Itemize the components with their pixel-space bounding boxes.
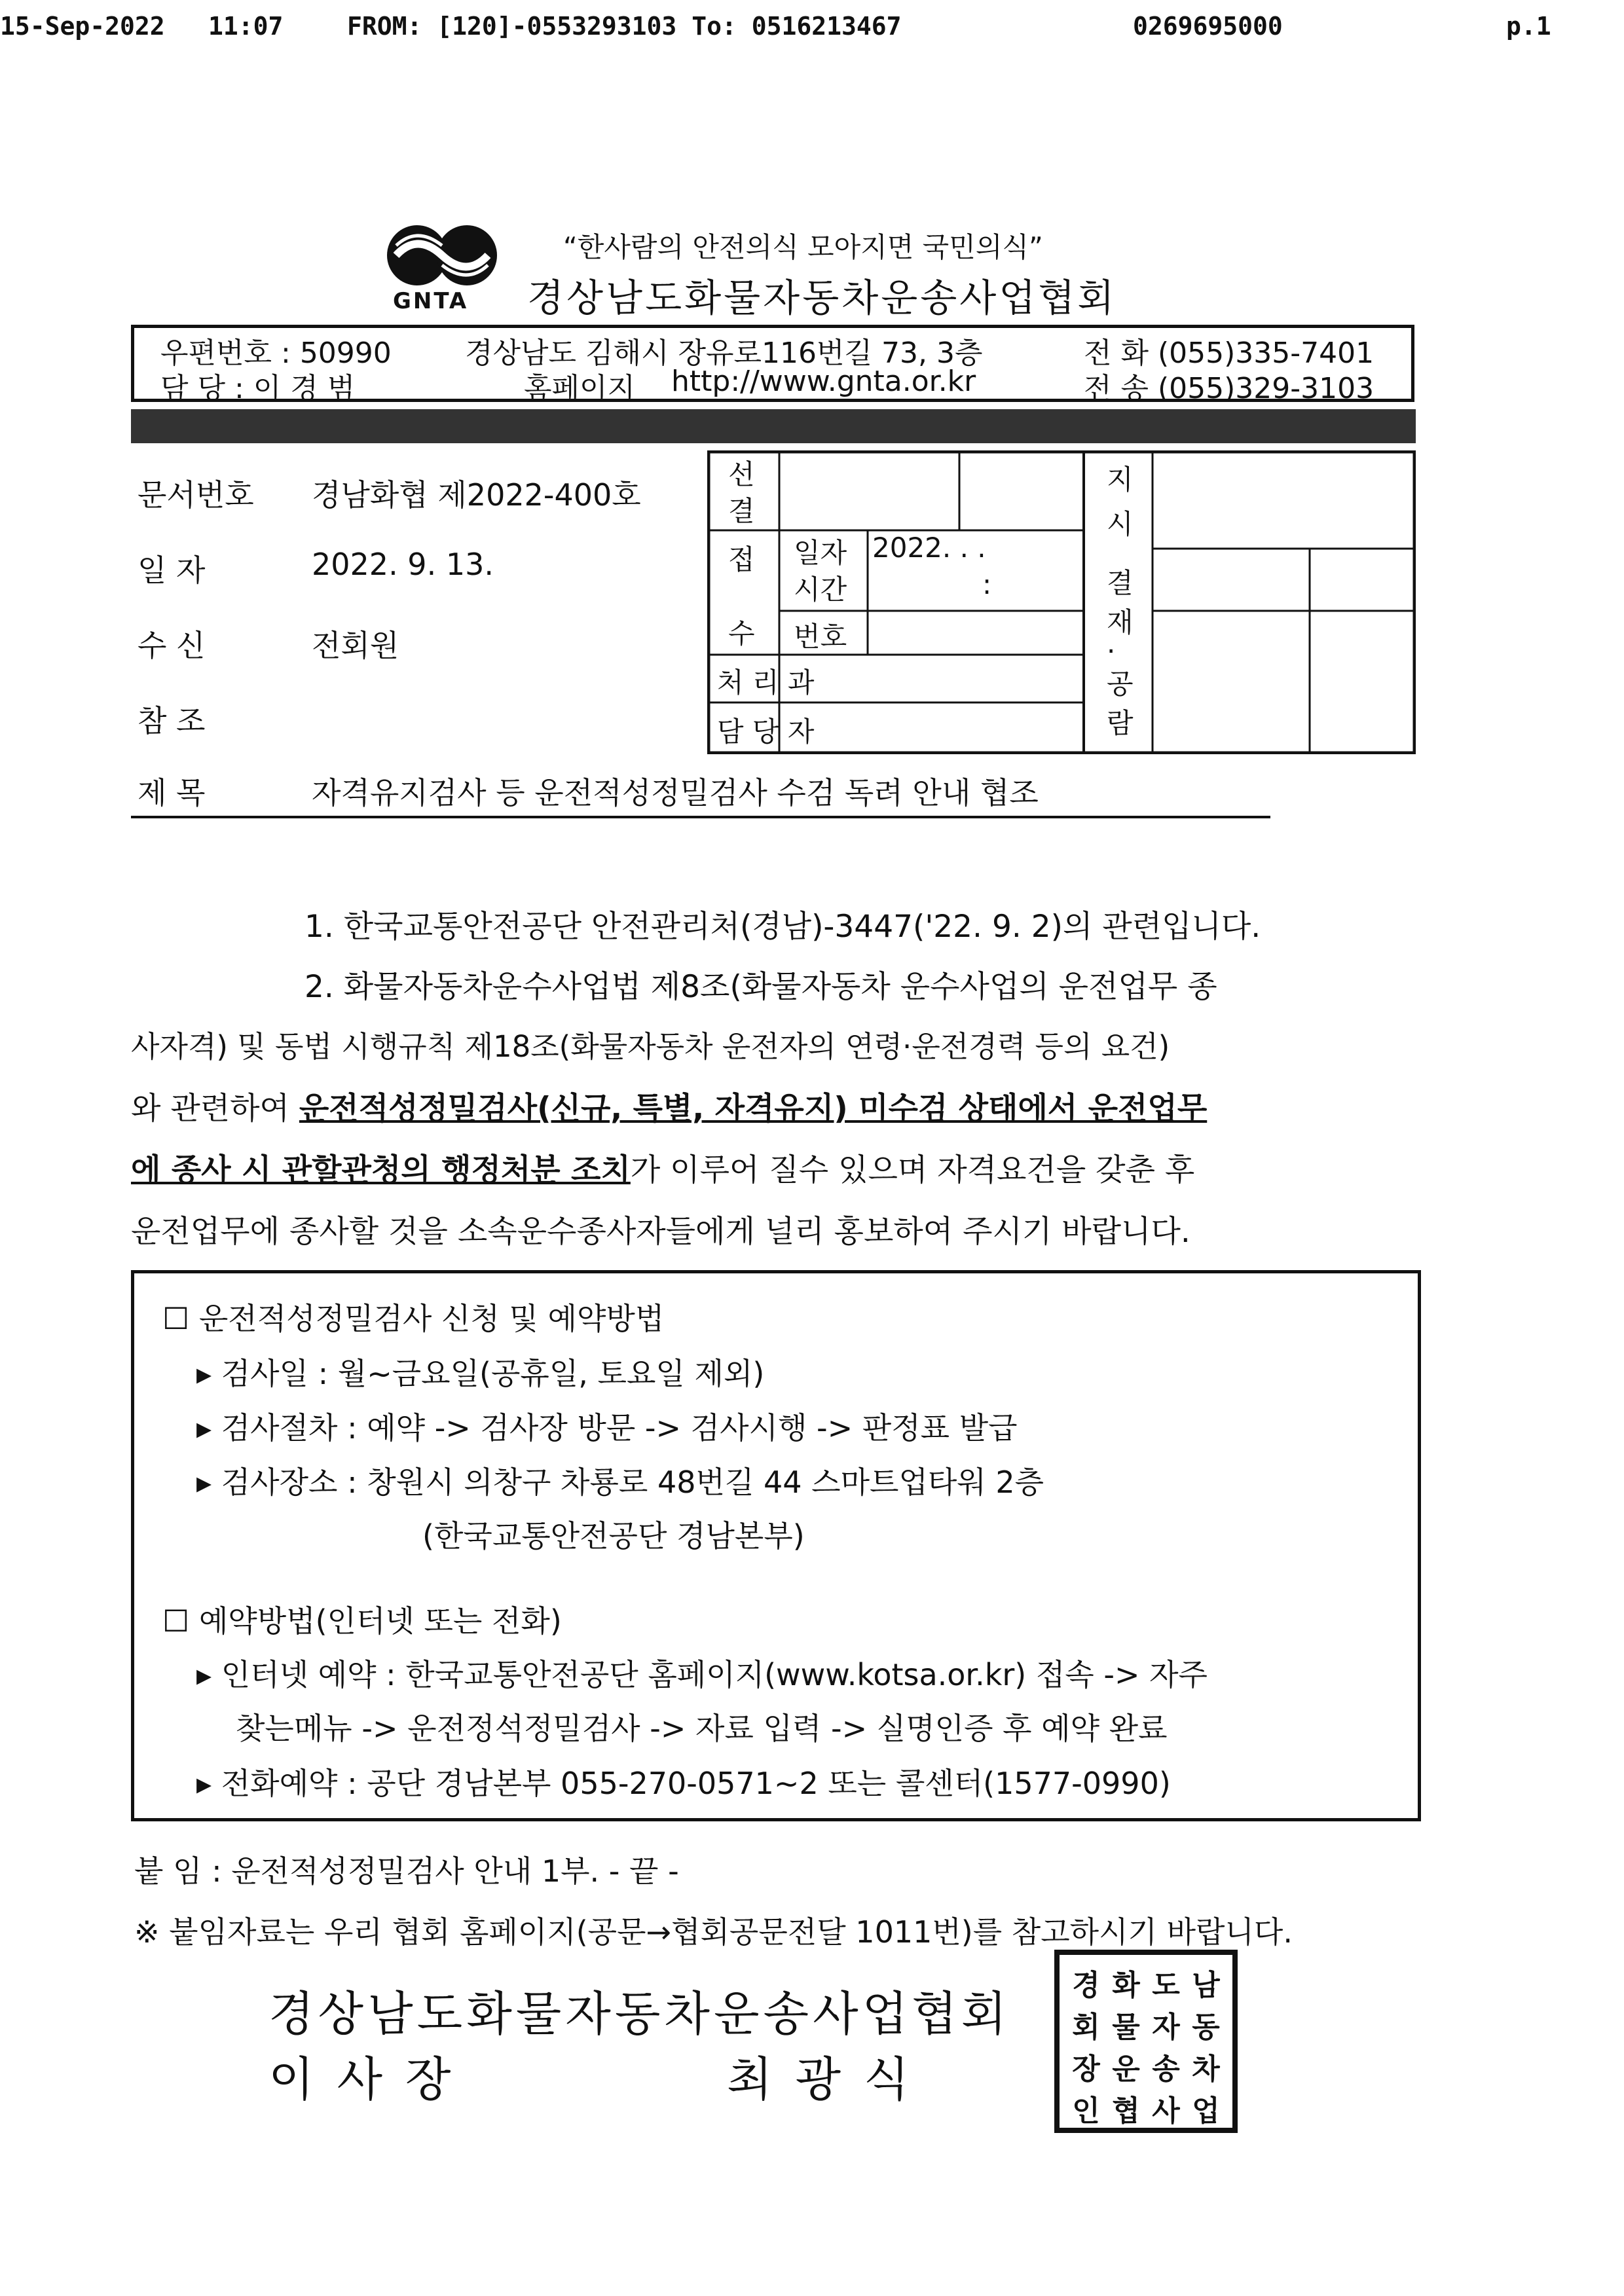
body-paragraph-2-line-2: 사자격) 및 동법 시행규칙 제18조(화물자동차 운전자의 연령·운전경력 등의 요건): [131, 1029, 1170, 1064]
guide-heading-1: ☐ 운전적성정밀검사 신청 및 예약방법: [162, 1301, 665, 1336]
seal-char: 화: [1112, 1969, 1140, 2002]
guide-item-location: ▸ 검사장소 : 창원시 의창구 차룡로 48번길 44 스마트업타워 2층: [196, 1465, 1044, 1500]
approval-person-label: 담 당 자: [717, 716, 815, 748]
body-line-3-plain: 와 관련하여: [131, 1091, 299, 1127]
fax-time: 11:07: [208, 12, 284, 41]
fax-page: p.1: [1506, 12, 1551, 41]
attachment-note: 붙 임 : 운전적성정밀검사 안내 1부. - 끝 -: [134, 1853, 679, 1889]
recipient-label: 수 신: [138, 628, 206, 663]
subject-label: 제 목: [138, 775, 206, 811]
fax-from: FROM: [120]-0553293103 To: 0516213467: [347, 12, 902, 41]
seal-char: 자: [1152, 2011, 1180, 2044]
reference-note: ※ 붙임자료는 우리 협회 홈페이지(공문→협회공문전달 1011번)를 참고하시기 바랍니다.: [134, 1914, 1293, 1950]
seal-char: 운: [1112, 2052, 1140, 2086]
approval-seon: 선: [728, 458, 755, 490]
phone: 전 화 (055)335-7401: [1084, 337, 1375, 370]
guide-item-internet-sub: 찾는메뉴 -> 운전정석정밀검사 -> 자료 입력 -> 실명인증 후 예약 완료: [236, 1711, 1168, 1746]
official-seal: [1054, 1950, 1238, 2133]
homepage-url[interactable]: http://www.gnta.or.kr: [671, 365, 976, 398]
body-line-4-plain: 가 이루어 질수 있으며 자격요건을 갖춘 후: [630, 1152, 1195, 1188]
guide-item-procedure: ▸ 검사절차 : 예약 -> 검사장 방문 -> 검사시행 -> 판정표 발급: [196, 1410, 1018, 1446]
doc-no: 경남화협 제2022-400호: [312, 477, 641, 513]
approval-jisi-a: 지: [1107, 464, 1134, 496]
slogan: “한사람의 안전의식 모아지면 국민의식”: [563, 231, 1043, 263]
seal-char: 차: [1192, 2052, 1220, 2086]
seal-char: 경: [1072, 1969, 1100, 2002]
fax-number: 0269695000: [1133, 12, 1283, 41]
approval-gyeoljae-2: 재: [1107, 606, 1134, 638]
signature-title: 이 사 장: [268, 2052, 455, 2107]
logo-text: GNTA: [393, 288, 469, 314]
body-paragraph-2-line-4: [131, 1146, 1194, 1190]
seal-char: 도: [1152, 1969, 1180, 2002]
seal-char: 물: [1112, 2011, 1140, 2044]
recipient: 전회원: [312, 628, 399, 663]
body-paragraph-2-line-5: 운전업무에 종사할 것을 소속운수종사자들에게 널리 홍보하여 주시기 바랍니다.: [131, 1214, 1190, 1250]
approval-date-value: 2022. . .: [872, 532, 986, 564]
seal-char: 인: [1072, 2094, 1100, 2128]
approval-number-label: 번호: [794, 621, 847, 653]
approval-date-label: 일자: [794, 537, 847, 569]
body-line-4-emphasis: 에 종사 시 관할관청의 행정처분 조치: [131, 1152, 631, 1188]
body-paragraph-2-line-1: 2. 화물자동차운수사업법 제8조(화물자동차 운수사업의 운전업무 종: [304, 969, 1217, 1005]
approval-gyeoljae-1: 결: [1107, 567, 1134, 599]
fax-date: 15-Sep-2022: [0, 12, 165, 41]
approval-gyeol: 결: [728, 495, 755, 527]
divider-bar: [131, 409, 1416, 443]
signature-org: 경상남도화물자동차운송사업협회: [268, 1986, 1011, 2041]
seal-char: 남: [1192, 1969, 1220, 2002]
approval-dept-label: 처 리 과: [717, 666, 815, 699]
approval-time-value: :: [982, 568, 992, 600]
ref-label: 참 조: [138, 703, 206, 738]
guide-item-phone: ▸ 전화예약 : 공단 경남본부 055-270-0571~2 또는 콜센터(1577-0990): [196, 1766, 1171, 1801]
approval-jisi-b: 시: [1107, 508, 1134, 540]
seal-char: 동: [1192, 2011, 1220, 2044]
subject-underline: [131, 816, 1270, 818]
approval-su: 수: [728, 617, 755, 649]
signature-name: 최 광 식: [727, 2052, 913, 2107]
doc-date: 2022. 9. 13.: [312, 547, 494, 582]
body-paragraph-1: 1. 한국교통안전공단 안전관리처(경남)-3447('22. 9. 2)의 관련입니다.: [304, 909, 1261, 945]
approval-gyeoljae-3: ·: [1107, 635, 1116, 667]
approval-gyeoljae-4: 공: [1107, 668, 1134, 700]
subject: 자격유지검사 등 운전적성정밀검사 수검 독려 안내 협조: [312, 775, 1039, 811]
fax-number-info: 전 송 (055)329-3103: [1084, 372, 1375, 405]
doc-no-label: 문서번호: [138, 477, 254, 513]
approval-gyeoljae-5: 람: [1107, 707, 1134, 739]
body-paragraph-2-line-3: [131, 1084, 1207, 1128]
body-line-3-emphasis: 운전적성정밀검사(신규, 특별, 자격유지) 미수검 상태에서 운전업무: [299, 1091, 1208, 1127]
guide-item-internet: ▸ 인터넷 예약 : 한국교통안전공단 홈페이지(www.kotsa.or.kr) 접속 -> 자주: [196, 1657, 1208, 1692]
seal-char: 장: [1072, 2052, 1100, 2086]
seal-char: 업: [1192, 2094, 1220, 2128]
homepage-label: 홈페이지: [524, 372, 636, 405]
seal-char: 사: [1152, 2094, 1180, 2128]
postal-code: 우편번호 : 50990: [160, 337, 392, 370]
approval-jeop: 접: [728, 543, 755, 575]
address: 경상남도 김해시 장유로116번길 73, 3층: [465, 337, 983, 370]
contact-person: 담 당 : 이 경 범: [160, 372, 356, 405]
seal-char: 회: [1072, 2011, 1100, 2044]
seal-char: 협: [1112, 2094, 1140, 2128]
guide-heading-2: ☐ 예약방법(인터넷 또는 전화): [162, 1603, 562, 1639]
approval-time-label: 시간: [794, 574, 847, 606]
guide-item-location-sub: (한국교통안전공단 경남본부): [422, 1518, 805, 1554]
org-name: 경상남도화물자동차운송사업협회: [527, 276, 1117, 320]
guide-item-exam-day: ▸ 검사일 : 월~금요일(공휴일, 토요일 제외): [196, 1356, 765, 1391]
date-label: 일 자: [138, 553, 206, 588]
seal-char: 송: [1152, 2052, 1180, 2086]
